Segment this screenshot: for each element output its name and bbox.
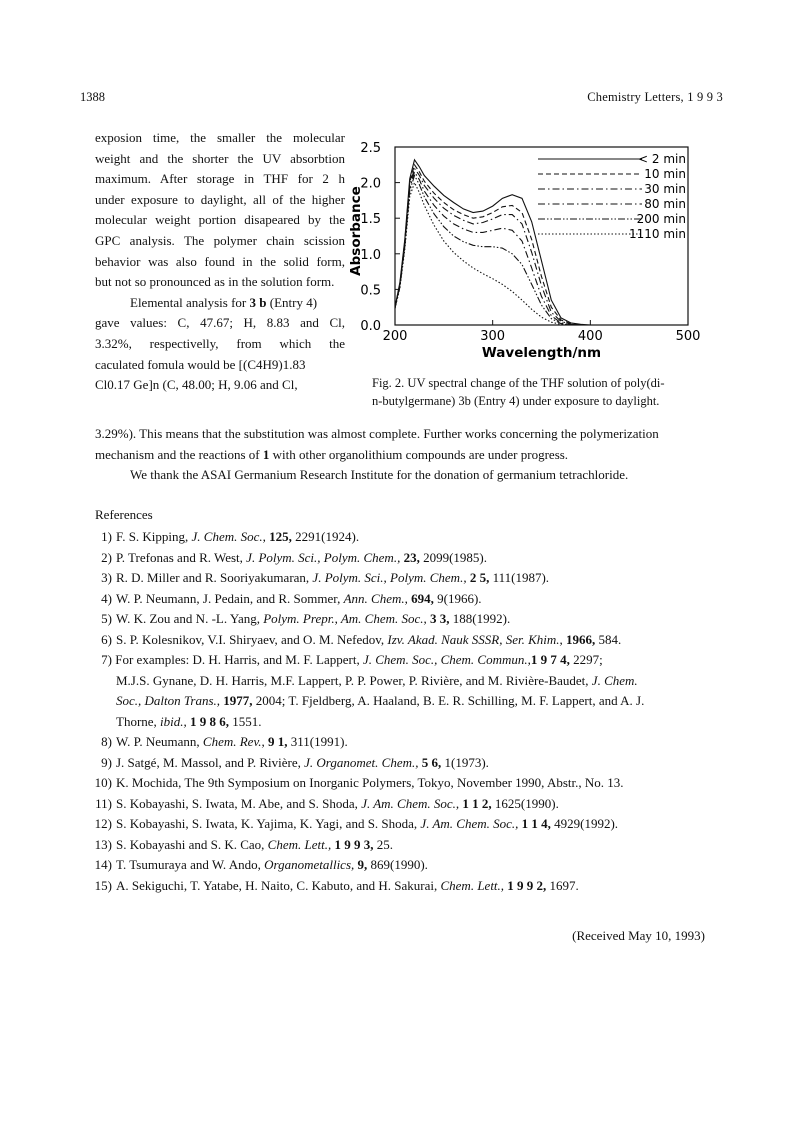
pages: 1625(1990). <box>491 795 559 811</box>
series-line <box>395 165 590 325</box>
pages: 1(1973). <box>441 754 489 770</box>
journal-name: ibid., <box>160 713 187 729</box>
series-line <box>395 183 590 325</box>
y-tick-label: 0.0 <box>360 319 381 334</box>
pages: 311(1991). <box>287 734 348 749</box>
x-tick-label: 500 <box>675 329 701 344</box>
reference-text: S. Kobayashi, S. Iwata, K. Yajima, K. Yagi, and S. Shoda, <box>116 816 421 831</box>
series-line <box>395 160 590 325</box>
text-fragment: Elemental analysis for <box>130 294 250 310</box>
journal-name: J. Chem. <box>591 672 638 688</box>
text-line <box>95 293 345 314</box>
legend-label: 10 min <box>644 167 686 181</box>
journal-name: J. Organomet. Chem., <box>304 754 419 770</box>
reference-text: T. Tsumuraya and W. Ando, <box>116 857 265 872</box>
text-line: exposion time, the smaller the molecular <box>95 130 345 145</box>
reference-text: Thorne, <box>116 713 161 729</box>
reference-text: S. P. Kolesnikov, V.I. Shiryaev, and O. M. Nefedov, <box>116 631 388 647</box>
x-tick-label: 400 <box>577 329 603 344</box>
reference-text: A. Sekiguchi, T. Yatabe, H. Naito, C. Kabuto, and H. Sakurai, <box>116 877 441 893</box>
reference-number: 15) <box>94 877 112 893</box>
text-fragment: caculated fomula would be <box>95 356 239 372</box>
reference-text: W. P. Neumann, J. Pedain, and R. Sommer, <box>116 590 344 606</box>
reference-item <box>90 732 715 753</box>
reference-text: W. P. Neumann, <box>116 734 203 749</box>
x-tick-label: 300 <box>480 329 506 344</box>
volume: 5 6, <box>418 754 442 770</box>
reference-number: 2) <box>101 549 112 565</box>
reference-continuation <box>90 671 715 692</box>
journal-name: Soc., Dalton Trans., <box>116 693 221 708</box>
y-axis-label: Absorbance <box>348 186 364 276</box>
volume: 125, <box>265 529 292 544</box>
pages: 1551. <box>229 713 262 729</box>
caption-line: Fig. 2. UV spectral change of the THF solution of poly(di- <box>372 376 665 390</box>
journal-name: Chem. Lett., <box>440 877 505 893</box>
received-date: (Received May 10, 1993) <box>572 928 705 943</box>
journal-name: Chem. Lett., <box>267 836 332 852</box>
acknowledgement: We thank the ASAI Germanium Research Institute for the donation of germanium tetrachloride. <box>130 467 629 483</box>
reference-number: 9) <box>101 754 112 770</box>
volume: 1 1 2, <box>459 795 492 811</box>
pages: 1697. <box>546 877 579 893</box>
journal-name: J. Am. Chem. Soc., <box>420 816 519 831</box>
reference-text: S. Kobayashi and S. K. Cao, <box>116 836 268 852</box>
volume: 3 3, <box>426 611 450 626</box>
reference-item <box>90 548 715 569</box>
text-line: GPC analysis. The polymer chain scission <box>95 232 345 248</box>
reference-number: 10) <box>94 775 112 790</box>
references-heading: References <box>95 507 153 522</box>
reference-text: 2004; T. Fjeldberg, A. Haaland, B. E. R. Schilling, M. F. Lappert, and A. J. <box>252 693 645 708</box>
y-tick-label: 2.0 <box>360 176 381 192</box>
journal-name: J. Polym. Sci., Polym. Chem., <box>246 549 401 565</box>
reference-item <box>90 527 715 548</box>
series-line <box>395 176 590 326</box>
text-fragment: mechanism and the reactions of <box>95 446 263 462</box>
reference-number: 11) <box>95 795 112 811</box>
caption-line: n-butylgermane) 3b (Entry 4) under exposure to daylight. <box>372 394 660 408</box>
pages: 2297; <box>569 652 603 667</box>
reference-continuation <box>90 691 715 712</box>
compound-label: 1 <box>262 446 270 462</box>
volume: 1966, <box>562 631 596 647</box>
reference-item <box>90 835 715 856</box>
reference-number: 13) <box>94 836 112 852</box>
legend-label: 80 min <box>644 197 686 211</box>
reference-continuation <box>90 712 715 733</box>
journal-name: J. Chem. Soc., Chem. Commun., <box>362 652 531 667</box>
reference-item <box>90 753 715 774</box>
left-column-text <box>95 128 345 396</box>
journal-name: Organometallics, <box>264 857 355 872</box>
volume: 9 1, <box>264 734 288 749</box>
reference-item <box>90 589 715 610</box>
reference-number: 14) <box>94 857 112 872</box>
reference-item <box>90 876 715 897</box>
text-line: molecular weight portion disapeared by the <box>95 212 345 228</box>
text-line: maximum. After storage in THF for 2 h <box>95 171 345 187</box>
journal-name: J. Chem. Soc., <box>191 529 266 544</box>
legend-label: 200 min <box>636 212 686 226</box>
reference-text: For examples: D. H. Harris, and M. F. Lappert, <box>115 652 363 667</box>
reference-item <box>90 814 715 835</box>
reference-text: K. Mochida, The 9th Symposium on Inorganic Polymers, Tokyo, November 1990, Abstr., No. 13. <box>116 775 624 790</box>
running-header: Chemistry Letters, 1 9 9 3 <box>587 90 723 104</box>
pages: 584. <box>595 631 622 647</box>
journal-name: J. Am. Chem. Soc., <box>361 795 460 811</box>
text-line: but not so pronounced as in the solution form. <box>95 274 335 290</box>
body-continuation <box>95 424 710 486</box>
volume: 23, <box>400 549 420 565</box>
pages: 4929(1992). <box>550 816 619 831</box>
reference-text: M.J.S. Gynane, D. H. Harris, M.F. Lappert, P. P. Power, P. Rivière, and M. Rivière-Baudet, <box>116 672 592 688</box>
legend-label: < 2 min <box>638 152 686 166</box>
text-line: under exposure to daylight, all of the higher <box>95 191 345 207</box>
pages: 25. <box>373 836 393 852</box>
reference-number: 8) <box>101 734 112 749</box>
reference-item <box>90 650 715 671</box>
y-tick-label: 1.0 <box>360 247 381 263</box>
page-number: 1388 <box>80 90 105 104</box>
journal-name: J. Polym. Sci., Polym. Chem., <box>312 570 467 585</box>
reference-item <box>90 773 715 794</box>
text-fragment: with other organolithium compounds are under progress. <box>269 446 569 462</box>
figure-caption <box>372 374 712 410</box>
formula-fragment: Cl0.17 Ge]n <box>95 377 160 393</box>
reference-item <box>90 855 715 876</box>
reference-item <box>90 630 715 651</box>
volume: 1 9 9 3, <box>331 836 374 852</box>
reference-number: 3) <box>101 570 112 585</box>
legend-label: 30 min <box>644 182 686 196</box>
volume: 1 9 9 2, <box>504 877 547 893</box>
uv-spectrum-chart <box>340 135 712 370</box>
compound-label: 3 b <box>249 294 267 310</box>
volume: 1 9 7 4, <box>530 652 570 667</box>
pages: 869(1990). <box>367 857 428 872</box>
reference-number: 12) <box>94 816 112 831</box>
volume: 694, <box>407 590 434 606</box>
text-line: gave values: C, 47.67; H, 8.83 and Cl, <box>95 315 345 331</box>
references-list <box>90 527 715 896</box>
volume: 9, <box>354 857 368 872</box>
journal-name: Chem. Rev., <box>202 734 265 749</box>
reference-number: 5) <box>101 611 112 626</box>
text-line: 3.29%). This means that the substitution was almost complete. Further works concerning the polymerization <box>95 426 659 441</box>
y-tick-label: 0.5 <box>360 283 381 299</box>
pages: 111(1987). <box>489 570 550 585</box>
text-line: weight and the shorter the UV absorbtion <box>95 150 345 166</box>
reference-text: S. Kobayashi, S. Iwata, M. Abe, and S. Shoda, <box>116 795 362 811</box>
series-line <box>395 172 590 325</box>
text-line <box>95 375 345 396</box>
pages: 2099(1985). <box>419 549 487 565</box>
reference-number: 6) <box>101 631 112 647</box>
volume: 1 1 4, <box>518 816 551 831</box>
reference-item <box>90 568 715 589</box>
text-line <box>95 355 345 376</box>
reference-number: 7) <box>101 652 112 667</box>
pages: 9(1966). <box>433 590 482 606</box>
pages: 2291(1924). <box>291 529 360 544</box>
text-line <box>95 445 710 466</box>
reference-item <box>90 609 715 630</box>
y-tick-label: 1.5 <box>360 212 381 228</box>
text-fragment: (C, 48.00; H, 9.06 and Cl, <box>159 377 298 393</box>
reference-text: F. S. Kipping, <box>116 529 192 544</box>
reference-text: J. Satgé, M. Massol, and P. Rivière, <box>116 754 305 770</box>
reference-number: 4) <box>101 590 112 606</box>
pages: 188(1992). <box>449 611 511 626</box>
x-axis-label: Wavelength/nm <box>481 345 602 361</box>
y-tick-label: 2.5 <box>360 141 381 156</box>
formula-fragment: [(C4H9)1.83 <box>238 356 306 372</box>
volume: 1977, <box>220 693 253 708</box>
x-tick-label: 200 <box>382 329 408 344</box>
reference-text: R. D. Miller and R. Sooriyakumaran, <box>116 570 313 585</box>
journal-name: Ann. Chem., <box>343 590 408 606</box>
reference-number: 1) <box>101 529 112 544</box>
volume: 2 5, <box>466 570 490 585</box>
text-line: behavior was also found in the solid form, <box>95 253 345 269</box>
reference-text: W. K. Zou and N. -L. Yang, <box>116 611 264 626</box>
journal-name: Izv. Akad. Nauk SSSR, Ser. Khim., <box>387 631 563 647</box>
reference-item <box>90 794 715 815</box>
journal-name: Polym. Prepr., Am. Chem. Soc., <box>263 611 427 626</box>
volume: 1 9 8 6, <box>186 713 230 729</box>
legend-label: 1110 min <box>629 227 686 241</box>
text-line: 3.32%, respectivelly, from which the <box>95 335 345 351</box>
reference-text: P. Trefonas and R. West, <box>116 549 247 565</box>
text-fragment: (Entry 4) <box>266 294 318 310</box>
